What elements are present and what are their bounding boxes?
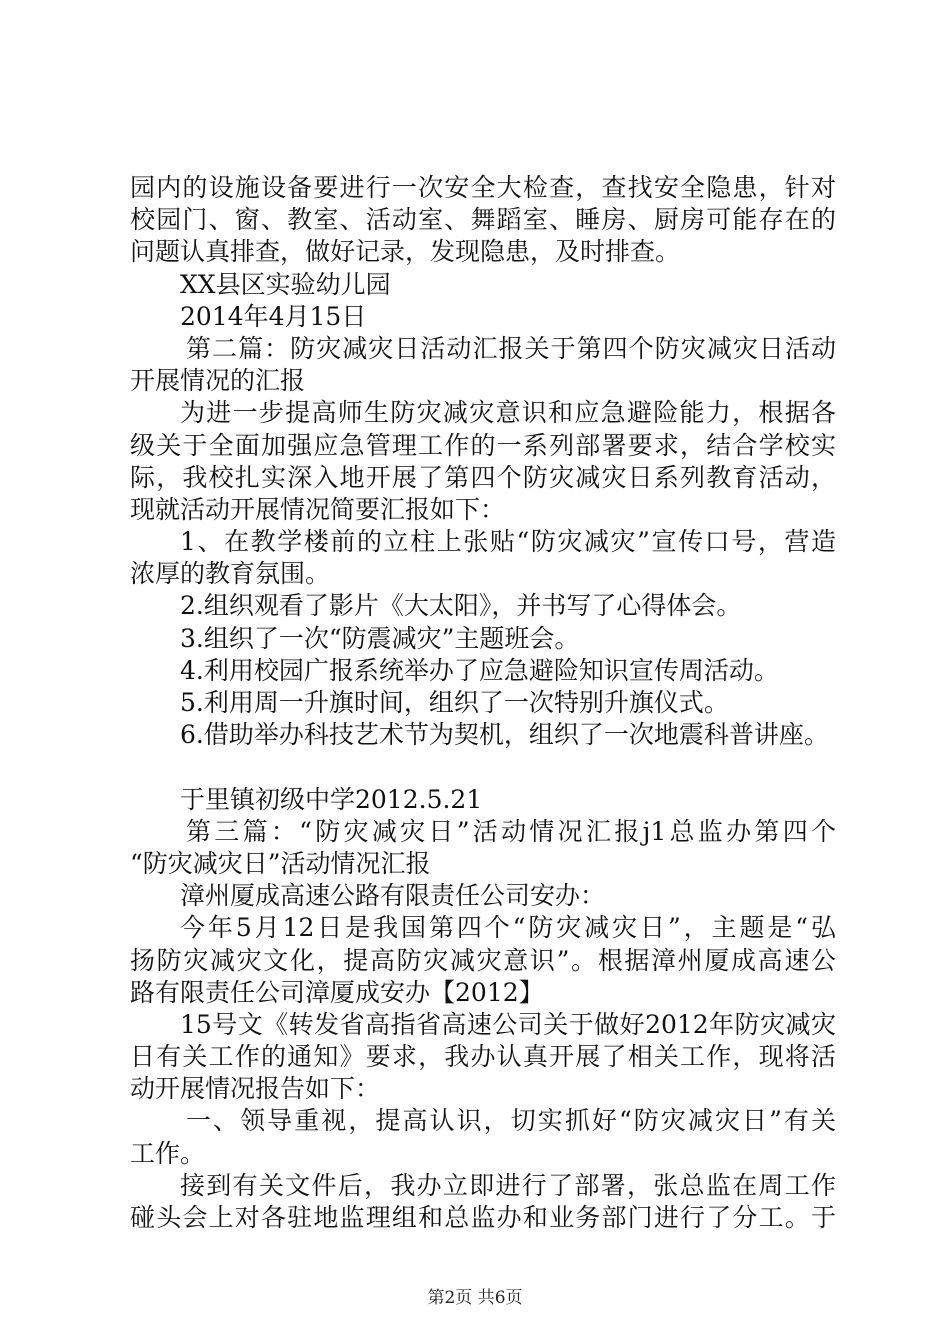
text-line: 现就活动开展情况简要汇报如下： xyxy=(130,494,506,524)
text-line: 接到有关文件后，我办立即进行了部署，张总监在周工作 xyxy=(180,1170,836,1200)
section-heading: 第二篇：防灾减灾日活动汇报关于第四个防灾减灾日活动 xyxy=(186,333,836,363)
signature-date: 2014年4月15日 xyxy=(180,301,367,331)
text-line: 动开展情况报告如下： xyxy=(130,1074,381,1104)
section-heading: 第三篇：“防灾减灾日”活动情况汇报j1总监办第四个 xyxy=(186,816,836,846)
text-line: 扬防灾减灾文化，提高防灾减灾意识”。根据漳州厦成高速公 xyxy=(130,945,836,975)
text-line: 碰头会上对各驻地监理组和总监办和业务部门进行了分工。于 xyxy=(130,1203,836,1232)
section-heading-continued: “防灾减灾日”活动情况汇报 xyxy=(130,848,431,878)
signature-organization: XX县区实验幼儿园 xyxy=(180,269,391,299)
subsection-heading: 一、领导重视，提高认识，切实抓好“防灾减灾日”有关 xyxy=(186,1106,836,1136)
text-line: 园内的设施设备要进行一次安全大检查，查找安全隐患，针对 xyxy=(130,173,836,202)
text-line: 级关于全面加强应急管理工作的一系列部署要求，结合学校实 xyxy=(130,430,836,460)
addressee-line: 漳州厦成高速公路有限责任公司安办： xyxy=(180,881,606,911)
document-body xyxy=(130,172,836,1234)
text-line: 问题认真排查，做好记录，发现隐患，及时排查。 xyxy=(130,237,681,267)
blank-line xyxy=(130,751,836,783)
list-item: 2.组织观看了影片《大太阳》，并书写了心得体会。 xyxy=(180,591,742,621)
list-item: 6.借助举办科技艺术节为契机，组织了一次地震科普讲座。 xyxy=(180,720,829,750)
text-line: 路有限责任公司漳厦成安办【2012】 xyxy=(130,977,544,1007)
list-item: 3.组织了一次“防震减灾”主题班会。 xyxy=(180,623,580,653)
subsection-heading-continued: 工作。 xyxy=(130,1138,206,1168)
page-footer: 第2页 共6页 xyxy=(427,1288,523,1308)
text-line: 15号文《转发省高指省高速公司关于做好2012年防灾减灾 xyxy=(180,1009,836,1039)
list-item: 5.利用周一升旗时间，组织了一次特别升旗仪式。 xyxy=(180,688,729,717)
text-line: 日有关工作的通知》要求，我办认真开展了相关工作，现将活 xyxy=(130,1042,836,1072)
text-line: 今年5月12日是我国第四个“防灾减灾日”，主题是“弘 xyxy=(180,913,836,943)
text-line: 为进一步提高师生防灾减灾意识和应急避险能力，根据各 xyxy=(180,398,836,428)
list-item: 1、在教学楼前的立柱上张贴“防灾减灾”宣传口号，营造 xyxy=(180,527,836,557)
list-item: 4.利用校园广报系统举办了应急避险知识宣传周活动。 xyxy=(180,655,779,685)
list-item-continued: 浓厚的教育氛围。 xyxy=(130,559,331,589)
text-line: 际，我校扎实深入地开展了第四个防灾减灾日系列教育活动， xyxy=(130,462,836,492)
text-line: 校园门、窗、教室、活动室、舞蹈室、睡房、厨房可能存在的 xyxy=(130,205,836,235)
signature-line: 于里镇初级中学2012.5.21 xyxy=(180,784,483,814)
section-heading-continued: 开展情况的汇报 xyxy=(130,366,306,396)
